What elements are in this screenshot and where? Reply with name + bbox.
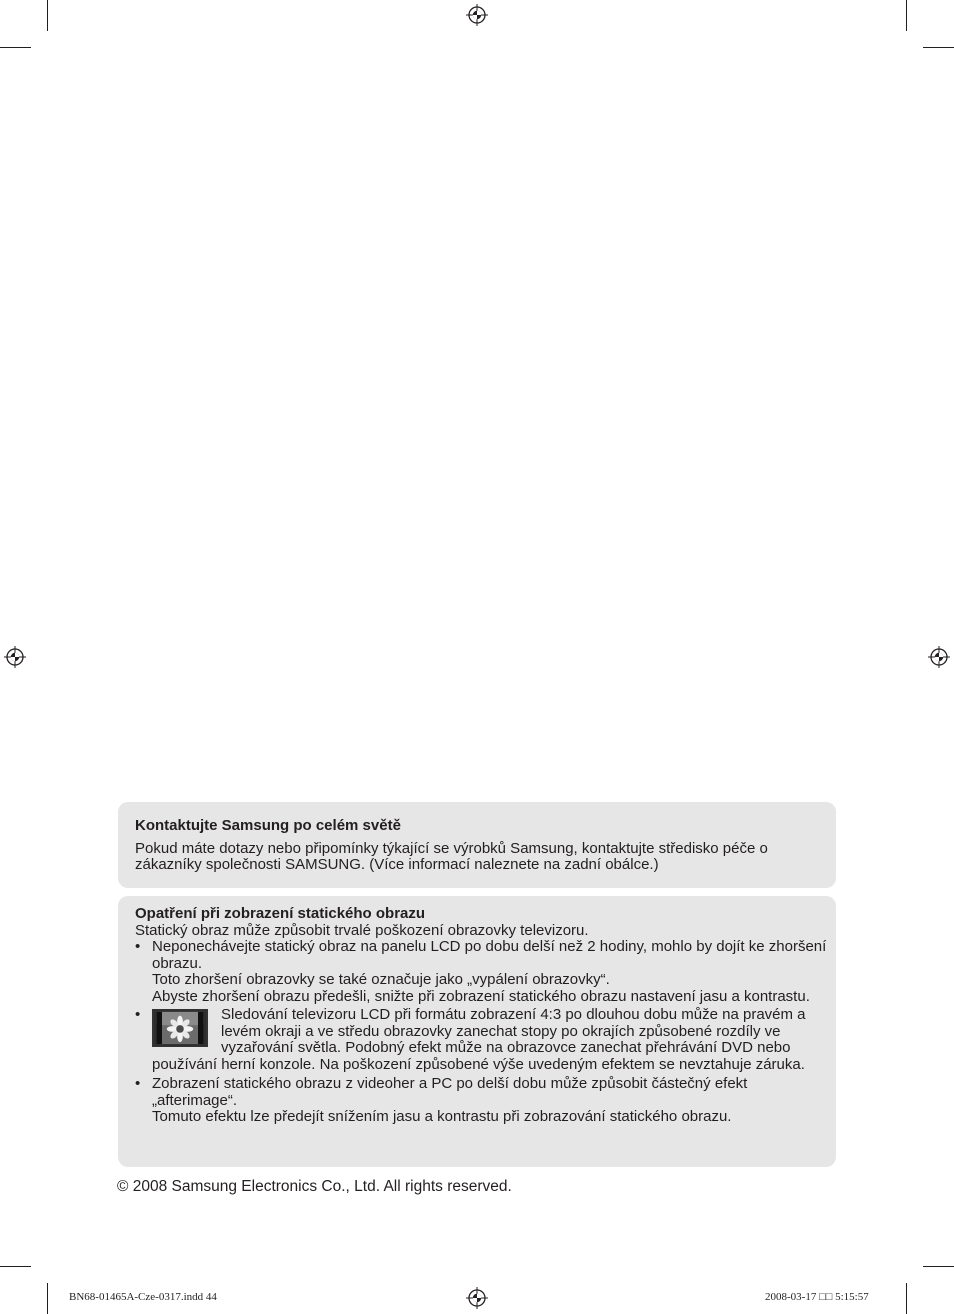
- contact-box-title: Kontaktujte Samsung po celém světě: [135, 817, 401, 834]
- crop-mark-bottom-right-v: [906, 1283, 907, 1314]
- bullet-text: Sledování televizoru LCD při formátu zobrazení 4:3 po dlouhou dobu může na pravém a levém okraji a ve středu obrazovky zanechat stopy po okrajích způsobené rozdíly ve vyzařování světla. Podobný efekt může na obrazovce zanechat přehrávání DVD nebo používání herní konzole. Na poškození způsobené výše uvedeným efektem se nevztahuje záruka.: [152, 1006, 806, 1073]
- bullet-symbol: •: [135, 938, 141, 955]
- bullet-text: Abyste zhoršení obrazu předešli, snižte při zobrazení statického obrazu nastavení jasu a kontrastu.: [152, 987, 810, 1005]
- bullet-symbol: •: [135, 1006, 141, 1023]
- crop-mark-top-right-v: [906, 0, 907, 31]
- print-slug-file: BN68-01465A-Cze-0317.indd 44: [69, 1291, 217, 1303]
- bullet-text: Tomuto efektu lze předejít snížením jasu a kontrastu při zobrazování statického obrazu.: [152, 1108, 732, 1125]
- contact-box-body: Pokud máte dotazy nebo připomínky týkající se výrobků Samsung, kontaktujte středisko péče o zákazníky společnosti SAMSUNG. (Více informací naleznete na zadní obálce.): [135, 839, 768, 873]
- crop-mark-top-left-h: [0, 47, 31, 48]
- bullet-text: Neponechávejte statický obraz na panelu LCD po dobu delší než 2 hodiny, mohlo by dojít ke zhoršení obrazu.: [152, 938, 827, 972]
- bullet-item: [135, 1076, 828, 1126]
- registration-mark-icon: [466, 1287, 488, 1309]
- crop-mark-top-right-h: [923, 47, 954, 48]
- registration-mark-icon: [928, 646, 950, 668]
- print-slug-datetime: 2008-03-17 □□ 5:15:57: [765, 1291, 869, 1303]
- static-image-precautions-box: [118, 896, 836, 1167]
- precautions-intro: Statický obraz může způsobit trvalé poškození obrazovky televizoru.: [135, 921, 589, 939]
- copyright-notice: © 2008 Samsung Electronics Co., Ltd. All rights reserved.: [117, 1178, 512, 1195]
- precautions-title: Opatření při zobrazení statického obrazu: [135, 905, 426, 922]
- crop-mark-bottom-left-h: [0, 1266, 31, 1267]
- crop-mark-bottom-left-v: [47, 1283, 48, 1314]
- bullet-text: Zobrazení statického obrazu z videoher a PC po delší dobu může způsobit částečný efekt „afterimage“.: [152, 1075, 748, 1109]
- bullet-text: Toto zhoršení obrazovky se také označuje jako „vypálení obrazovky“.: [152, 971, 610, 988]
- contact-samsung-box: [118, 802, 836, 888]
- registration-mark-icon: [466, 4, 488, 26]
- crop-mark-top-left-v: [47, 0, 48, 31]
- bullet-item: [135, 1007, 828, 1073]
- bullet-item: [135, 939, 828, 1005]
- bullet-symbol: •: [135, 1075, 141, 1092]
- registration-mark-icon: [4, 646, 26, 668]
- crop-mark-bottom-right-h: [923, 1266, 954, 1267]
- flower-thumbnail-image: [152, 1009, 208, 1047]
